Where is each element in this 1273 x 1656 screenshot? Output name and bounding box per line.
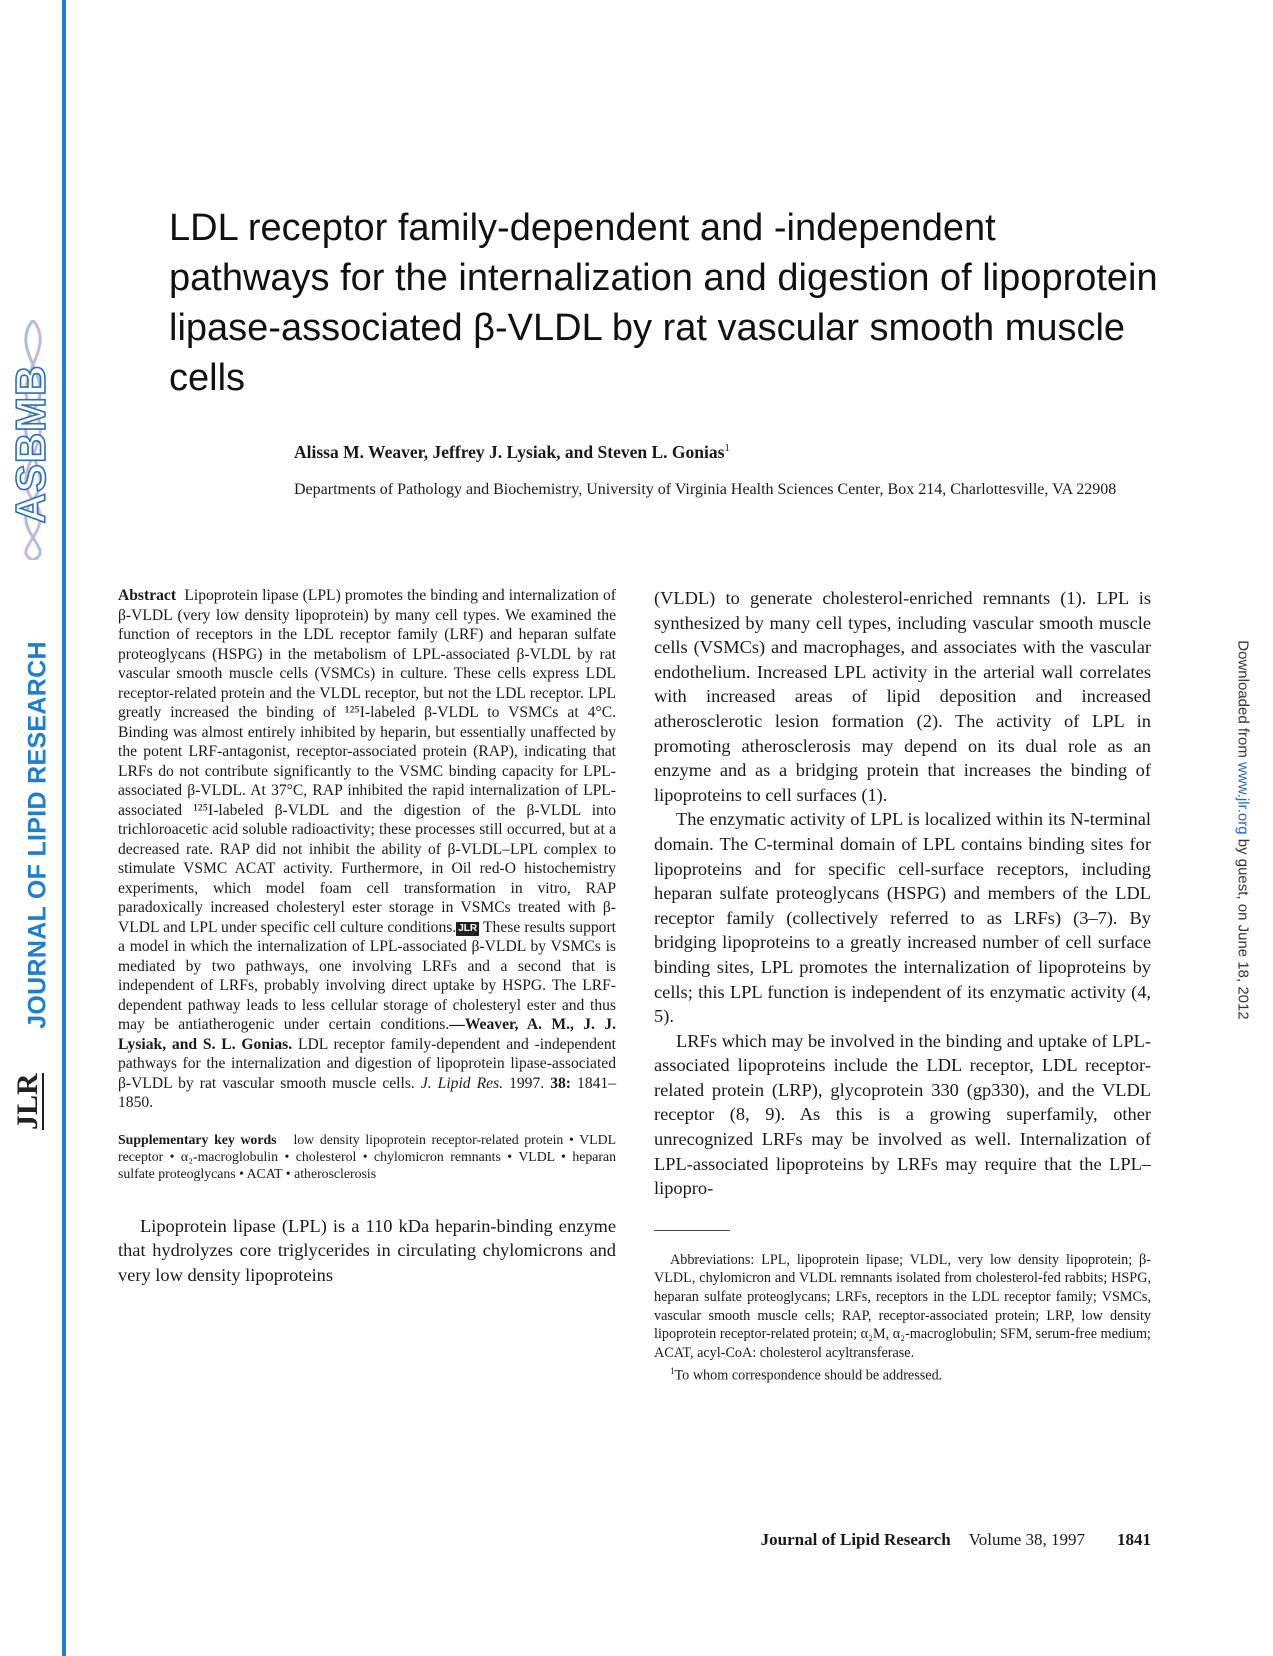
article-authors [294, 442, 730, 463]
intro-paragraph: Lipoprotein lipase (LPL) is a 110 kDa heparin-binding enzyme that hydrolyzes core triglycerides in circulating chylomicrons and very low density lipoproteins [118, 1215, 616, 1285]
abstract [118, 586, 616, 1113]
key-words-label: Supplementary key words [118, 1131, 277, 1147]
correspondence-text: To whom correspondence should be addressed. [674, 1368, 943, 1385]
citation-journal: J. Lipid Res. [420, 1074, 504, 1092]
journal-side-rule [62, 0, 66, 1656]
page-footer [700, 1530, 1151, 1550]
correspondence-footnote [654, 1362, 1151, 1385]
citation-year: 1997. [509, 1074, 545, 1092]
jlr-logo-icon: JLR [11, 1073, 44, 1130]
journal-name-vertical: JOURNAL OF LIPID RESEARCH [23, 641, 52, 1029]
correspondence-mark: 1 [670, 1366, 675, 1377]
abbreviations-footnote: Abbreviations: LPL, lipoprotein lipase; VLDL, very low density lipoprotein; β-VLDL, chylomicron and VLDL remnants isolated from cholesterol-fed rabbits; HSPG, heparan sulfate proteoglycans; LRFs, receptors in the LDL receptor family; VSMCs, vascular smooth muscle cells; RAP, receptor-associated protein; LRP, low density lipoprotein receptor-related protein; α₂M, α₂-macroglobulin; SFM, serum-free medium; ACAT, acyl-CoA: cholesterol acyltransferase. [654, 1251, 1151, 1361]
author-names: Alissa M. Weaver, Jeffrey J. Lysiak, and Steven L. Gonias [294, 442, 725, 462]
body-paragraph-3: LRFs which may be involved in the binding and uptake of LPL-associated lipoproteins include the LDL receptor, LDL receptor-related protein (LRP), glycoprotein 330 (gp330), and the VLDL receptor (8, 9). As this is a growing superfamily, other unrecognized LRFs may be involved as well. Internalization of LPL-associated lipoproteins by LRFs may require that the LPL–lipopro- [654, 1030, 1151, 1199]
footnote-divider [654, 1230, 730, 1231]
citation-pages: 1841–1850. [118, 1074, 617, 1111]
jlr-website-link[interactable]: www.jlr.org [1234, 762, 1252, 835]
citation-authors: —Weaver, A. M., J. J. Lysiak, and S. L. Gonias. [118, 1016, 616, 1053]
article-title: LDL receptor family-dependent and -independent pathways for the internalization and digestion of lipoprotein lipase-associated β-VLDL by rat vascular smooth muscle cells [169, 207, 1158, 399]
download-prefix: Downloaded from [1234, 640, 1252, 763]
body-paragraph-1: (VLDL) to generate cholesterol-enriched remnants (1). LPL is synthesized by many cell types, including vascular smooth muscle cells (VSMCs) and macrophages, and associates with the vascular endothelium. Increased LPL activity in the arterial wall correlates with increased areas of lipid deposition and increased atherosclerotic lesion formation (2). The activity of LPL in promoting atherosclerosis may depend on its dual role as an enzyme and as a bridging protein that increases the binding of lipoproteins to cell surfaces (1). [654, 588, 1151, 805]
author-footnote-mark: 1 [724, 442, 730, 455]
citation-title: LDL receptor family-dependent and -independent pathways for the internalization and digestion of lipoprotein lipase-associated β-VLDL by rat vascular smooth muscle cells. [118, 1035, 616, 1092]
abstract-text-2: These results support a model in which the internalization of LPL-associated β-VLDL by VSMCs is mediated by two pathways, one involving LRFs and a second that is independent of LRFs, probably involving direct uptake by HSPG. The LRF-dependent pathway leads to less cellular storage of cholesteryl ester and thus may be antiatherogenic under certain conditions. [118, 918, 617, 1033]
footer-journal-name: Journal of Lipid Research [760, 1530, 951, 1549]
article-affiliation: Departments of Pathology and Biochemistry, University of Virginia Health Sciences Center, Box 214, Charlottesville, VA 22908 [294, 481, 1117, 498]
footnotes [654, 1251, 1151, 1386]
key-words [118, 1131, 616, 1182]
download-suffix: by guest, on June 18, 2012 [1234, 834, 1252, 1020]
citation-volume: 38: [550, 1074, 571, 1092]
abstract-text-1: Lipoprotein lipase (LPL) promotes the binding and internalization of β-VLDL (very low density lipoprotein) by many cell types. We examined the function of receptors in the LDL receptor family (LRF) and heparan sulfate proteoglycans (HSPG) in the metabolism of LPL-associated β-VLDL by rat vascular smooth muscle cells (VSMCs) in culture. These cells express LDL receptor-related protein and the VLDL receptor, but not the LDL receptor. LPL greatly increased the binding of ¹²⁵I-labeled β-VLDL to VSMCs at 4°C. Binding was almost entirely inhibited by heparin, but essentially unaffected by the potent LRF-antagonist, receptor-associated protein (RAP), indicating that LRFs do not contribute significantly to the VSMC binding capacity for LPL-associated β-VLDL. At 37°C, RAP inhibited the rapid internalization of LPL-associated ¹²⁵I-labeled β-VLDL and the digestion of the β-VLDL into trichloroacetic acid soluble radioactivity; these processes still occurred, but at a decreased rate. RAP did not inhibit the ability of β-VLDL–LPL complex to stimulate VSMC ACAT activity. Furthermore, in Oil red-O histochemistry experiments, which model foam cell transformation in vitro, RAP paradoxically increased cholesteryl ester storage in VSMCs treated with β-VLDL and LPL under specific cell culture conditions. [118, 587, 616, 936]
left-column [118, 586, 616, 1287]
download-note [1235, 640, 1252, 1019]
abstract-label: Abstract [118, 587, 177, 604]
right-column [654, 586, 1151, 1386]
page-number: 1841 [1117, 1530, 1151, 1549]
body-paragraph-2: The enzymatic activity of LPL is localized within its N-terminal domain. The C-terminal domain of LPL contains binding sites for lipoproteins and for specific cell-surface receptors, including heparan sulfate proteoglycans (HSPG) and members of the LDL receptor family (collectively referred to as LRFs) (3–7). By bridging lipoproteins to a greatly increased number of cell surface binding sites, LPL promotes the internalization of lipoproteins by cells; this LPL function is independent of its enzymatic activity (4, 5). [654, 809, 1151, 1027]
key-words-text: low density lipoprotein receptor-related protein • VLDL receptor • α₂-macroglobulin • cholesterol • chylomicron remnants • VLDL • heparan sulfate proteoglycans • ACAT • atherosclerosis [118, 1131, 616, 1181]
asbmb-logo-text: ASBMB [7, 364, 54, 524]
jlr-supplement-badge-icon: JLR [458, 922, 478, 934]
footer-volume: Volume 38, 1997 [968, 1530, 1085, 1549]
